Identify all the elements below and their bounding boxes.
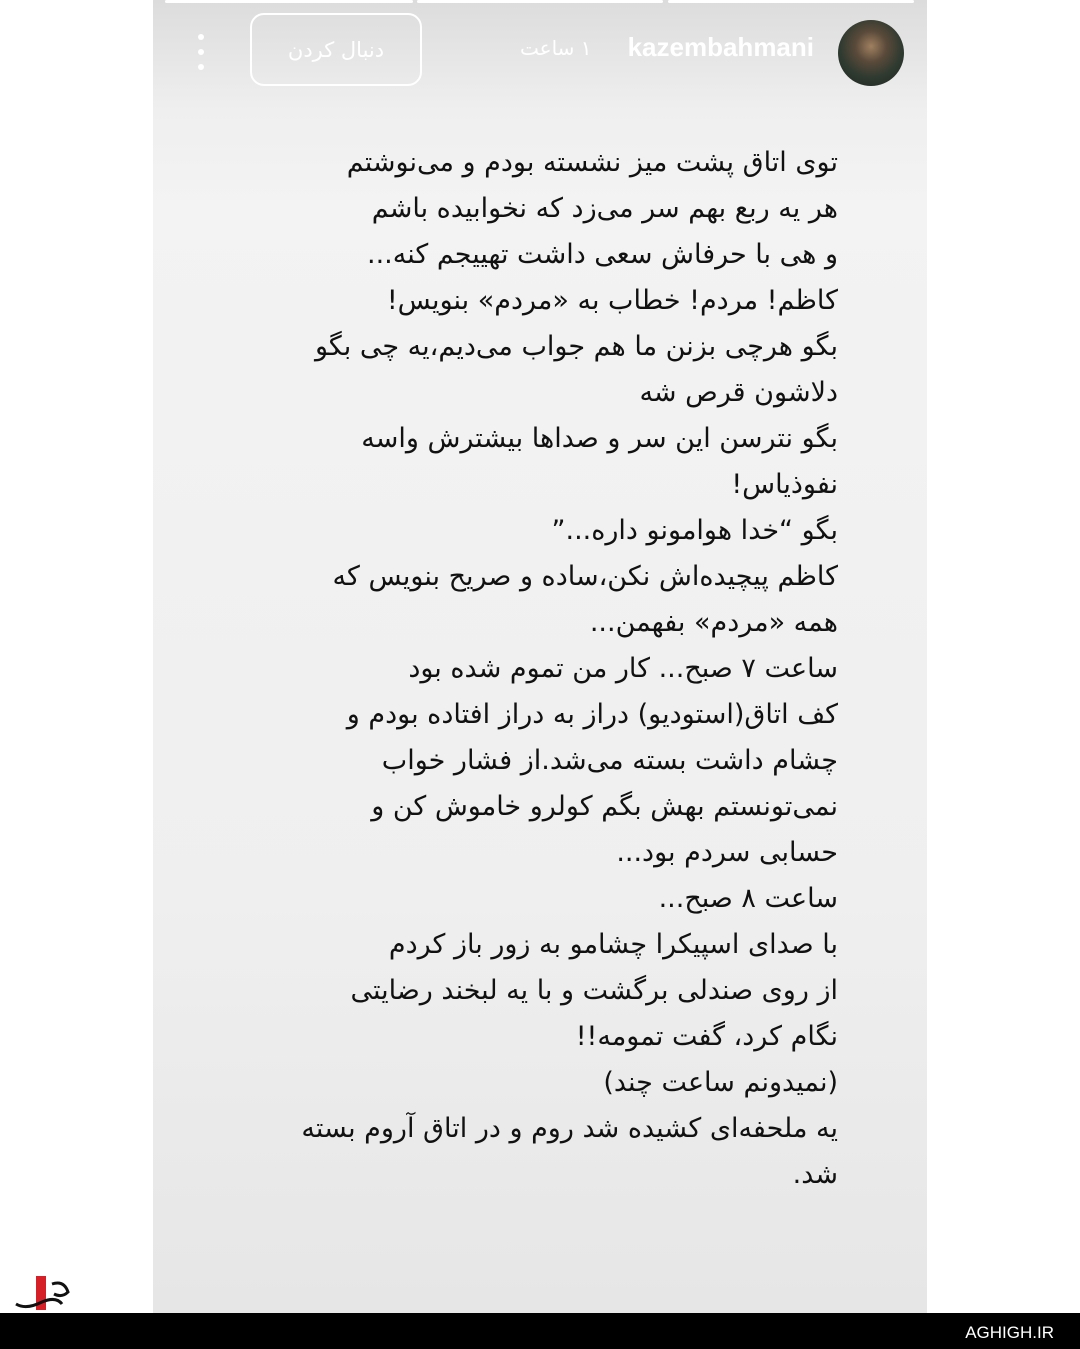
more-options-icon[interactable] — [192, 34, 210, 70]
story-line: چشام داشت بسته می‌شد.از فشار خواب — [381, 745, 838, 776]
story-line: نگام کرد، گفت تمومه!! — [575, 1021, 838, 1052]
story-line: ساعت ۷ صبح... کار من تموم شده بود — [408, 653, 838, 684]
story-line: هر یه ربع بهم سر می‌زد که نخوابیده باشم — [371, 193, 838, 224]
story-line: بگو “خدا هوامونو داره...” — [551, 515, 838, 546]
story-line: کف اتاق(استودیو) دراز به دراز افتاده بودم و — [346, 699, 838, 730]
follow-button[interactable]: دنبال کردن — [250, 13, 422, 86]
story-line: با صدای اسپیکرا چشامو به زور باز کردم — [388, 929, 838, 960]
story-line: حسابی سردم بود... — [616, 837, 838, 868]
story-line: دلاشون قرص شه — [639, 377, 838, 408]
story-progress-segment — [417, 0, 663, 3]
story-line: (نمیدونم ساعت چند) — [603, 1067, 838, 1098]
story-line: و هی با حرفاش سعی داشت تهییجم کنه... — [367, 239, 838, 270]
username[interactable]: kazembahmani — [627, 32, 814, 62]
post-time: ۱ ساعت — [520, 36, 592, 60]
story-line: کاظم! مردم! خطاب به «مردم» بنویس! — [386, 285, 838, 316]
story-line: توی اتاق پشت میز نشسته بودم و می‌نوشتم — [346, 147, 838, 178]
story-progress-segment — [165, 0, 413, 3]
aghigh-logo — [12, 1274, 72, 1312]
story-line: از روی صندلی برگشت و با یه لبخند رضایتی — [350, 975, 838, 1006]
story-line: نفوذیاس! — [731, 469, 838, 500]
story-line: بگو هرچی بزنن ما هم جواب می‌دیم،یه چی بگو — [314, 331, 838, 362]
avatar[interactable] — [838, 20, 904, 86]
story-line: نمی‌تونستم بهش بگم کولرو خاموش کن و — [371, 791, 838, 822]
story-line: یه ملحفه‌ای کشیده شد روم و در اتاق آروم بسته — [301, 1113, 838, 1144]
story-line: ساعت ۸ صبح... — [658, 883, 838, 914]
story-text — [301, 140, 838, 1198]
story-line: کاظم پیچیده‌اش نکن،ساده و صریح بنویس که — [332, 561, 838, 592]
story-line: شد. — [792, 1159, 838, 1190]
story-progress-segment — [668, 0, 914, 3]
story-line: همه «مردم» بفهمن... — [589, 607, 838, 638]
footer-bar — [0, 1313, 1080, 1349]
story-line: بگو نترسن این سر و صداها بیشترش واسه — [361, 423, 838, 454]
site-label: AGHIGH.IR — [965, 1323, 1054, 1342]
